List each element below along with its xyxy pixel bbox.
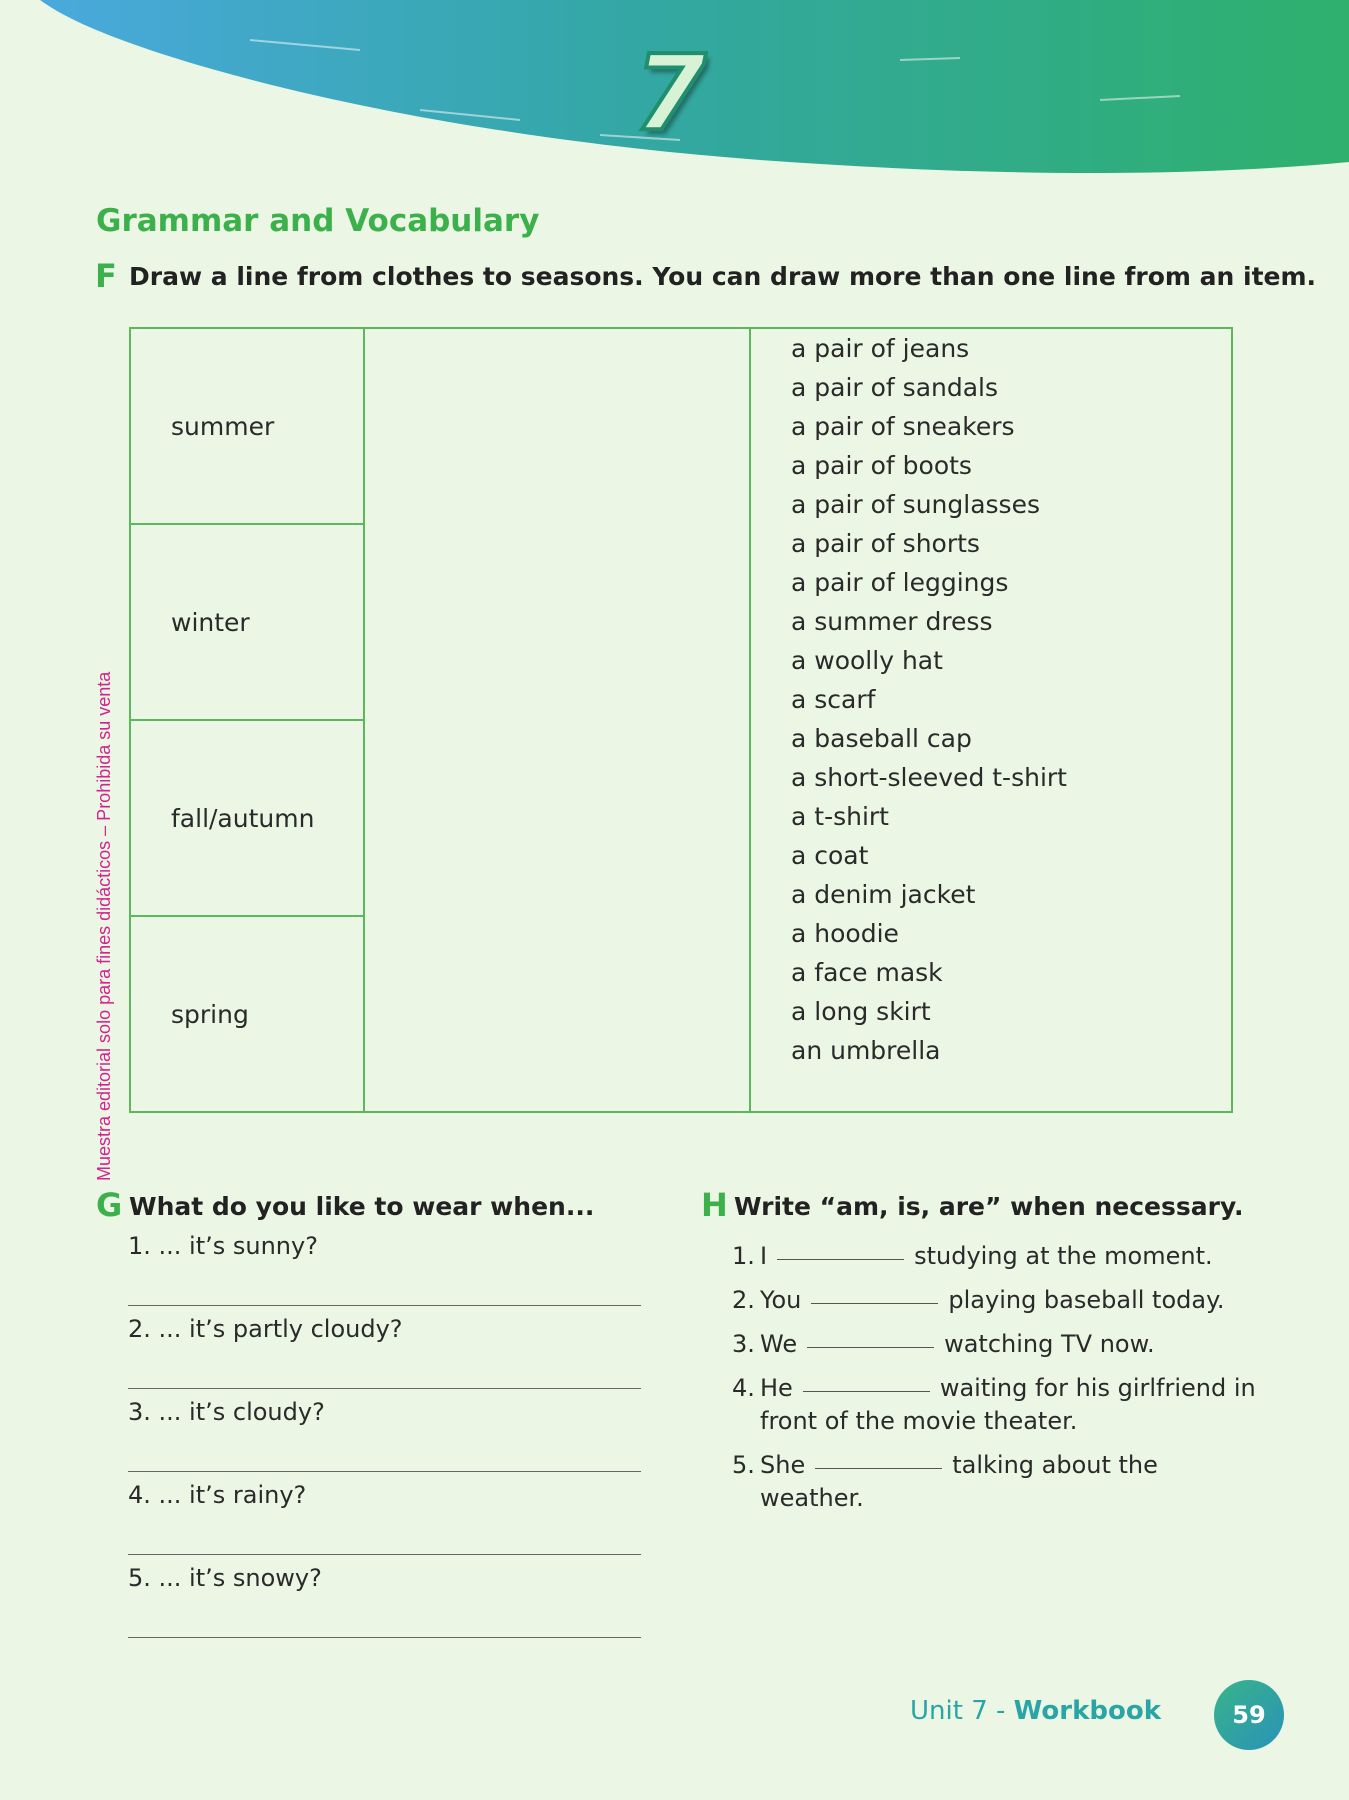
list-item: a coat: [791, 841, 869, 870]
list-item: a pair of sneakers: [791, 412, 1015, 441]
side-notice: Muestra editorial solo para fines didácticos – Prohibida su venta: [94, 671, 114, 1181]
item-number: 5.: [732, 1451, 755, 1479]
footer-unit-label: [910, 1696, 1161, 1726]
item-number: 4.: [732, 1374, 755, 1402]
answer-line[interactable]: [128, 1637, 641, 1638]
question-text: 1. ... it’s sunny?: [128, 1232, 318, 1260]
exercise-f-instruction: Draw a line from clothes to seasons. You can draw more than one line from an item.: [129, 262, 1317, 291]
clothes-list: [791, 329, 1067, 1070]
unit-number-badge: 7: [633, 32, 707, 154]
unit-label: Unit 7 -: [910, 1696, 1014, 1726]
sentence-rest: waiting for his girlfriend in: [939, 1374, 1256, 1402]
question-item: [128, 1315, 643, 1398]
exercise-g-instruction: What do you like to wear when...: [129, 1192, 595, 1221]
list-item: a t-shirt: [791, 802, 889, 831]
exercise-g-questions: [128, 1232, 643, 1647]
sentence-subject: We: [760, 1330, 798, 1358]
list-item: a long skirt: [791, 997, 931, 1026]
question-item: [128, 1232, 643, 1315]
sentence-item: [732, 1372, 1277, 1438]
exercise-h-letter: H: [701, 1186, 728, 1224]
workbook-label: Workbook: [1013, 1696, 1162, 1726]
item-number: 3.: [732, 1330, 755, 1358]
list-item: a pair of jeans: [791, 334, 970, 363]
answer-blank[interactable]: [807, 1346, 934, 1348]
answer-line[interactable]: [128, 1388, 641, 1389]
item-number: 2.: [732, 1286, 755, 1314]
question-text: 2. ... it’s partly cloudy?: [128, 1315, 403, 1343]
question-item: [128, 1564, 643, 1647]
sentence-subject: I: [760, 1242, 768, 1270]
list-item: a pair of shorts: [791, 529, 980, 558]
sentence-continuation: front of the movie theater.: [760, 1407, 1078, 1435]
question-text: 4. ... it’s rainy?: [128, 1481, 307, 1509]
list-item: a pair of sunglasses: [791, 490, 1040, 519]
exercise-h-items: [732, 1240, 1277, 1526]
question-text: 5. ... it’s snowy?: [128, 1564, 322, 1592]
sentence-item: [732, 1328, 1277, 1361]
answer-blank[interactable]: [815, 1467, 942, 1469]
season-cell: spring: [171, 999, 249, 1029]
sentence-rest: talking about the: [952, 1451, 1158, 1479]
drawing-area[interactable]: [365, 329, 751, 1111]
sentence-item: [732, 1240, 1277, 1273]
sentence-subject: She: [760, 1451, 806, 1479]
season-cell: summer: [131, 329, 363, 525]
sentence-item: [732, 1449, 1277, 1515]
list-item: an umbrella: [791, 1036, 941, 1065]
answer-line[interactable]: [128, 1471, 641, 1472]
exercise-g-letter: G: [96, 1186, 123, 1224]
list-item: a pair of leggings: [791, 568, 1009, 597]
exercise-f-letter: F: [95, 257, 117, 295]
question-text: 3. ... it’s cloudy?: [128, 1398, 325, 1426]
list-item: a baseball cap: [791, 724, 972, 753]
answer-blank[interactable]: [803, 1390, 930, 1392]
list-item: a face mask: [791, 958, 943, 987]
sentence-item: [732, 1284, 1277, 1317]
list-item: a scarf: [791, 685, 876, 714]
answer-blank[interactable]: [777, 1258, 904, 1260]
page-number-badge: 59: [1214, 1680, 1284, 1750]
seasons-column: [131, 329, 365, 1111]
sentence-subject: He: [760, 1374, 793, 1402]
exercise-h-instruction: Write “am, is, are” when necessary.: [734, 1192, 1244, 1221]
sentence-continuation: weather.: [760, 1484, 864, 1512]
list-item: a pair of sandals: [791, 373, 999, 402]
list-item: a pair of boots: [791, 451, 972, 480]
list-item: a short-sleeved t-shirt: [791, 763, 1067, 792]
section-title: Grammar and Vocabulary: [96, 203, 540, 239]
answer-blank[interactable]: [811, 1302, 938, 1304]
answer-line[interactable]: [128, 1305, 641, 1306]
list-item: a denim jacket: [791, 880, 976, 909]
sentence-rest: watching TV now.: [944, 1330, 1155, 1358]
clothes-seasons-table: [129, 327, 1233, 1113]
question-item: [128, 1398, 643, 1481]
season-cell: winter: [131, 525, 363, 721]
list-item: a hoodie: [791, 919, 899, 948]
question-item: [128, 1481, 643, 1564]
item-number: 1.: [732, 1242, 755, 1270]
sentence-rest: studying at the moment.: [914, 1242, 1213, 1270]
answer-line[interactable]: [128, 1554, 641, 1555]
season-cell: fall/autumn: [131, 721, 363, 917]
sentence-rest: playing baseball today.: [948, 1286, 1225, 1314]
sentence-subject: You: [760, 1286, 802, 1314]
list-item: a summer dress: [791, 607, 993, 636]
list-item: a woolly hat: [791, 646, 943, 675]
